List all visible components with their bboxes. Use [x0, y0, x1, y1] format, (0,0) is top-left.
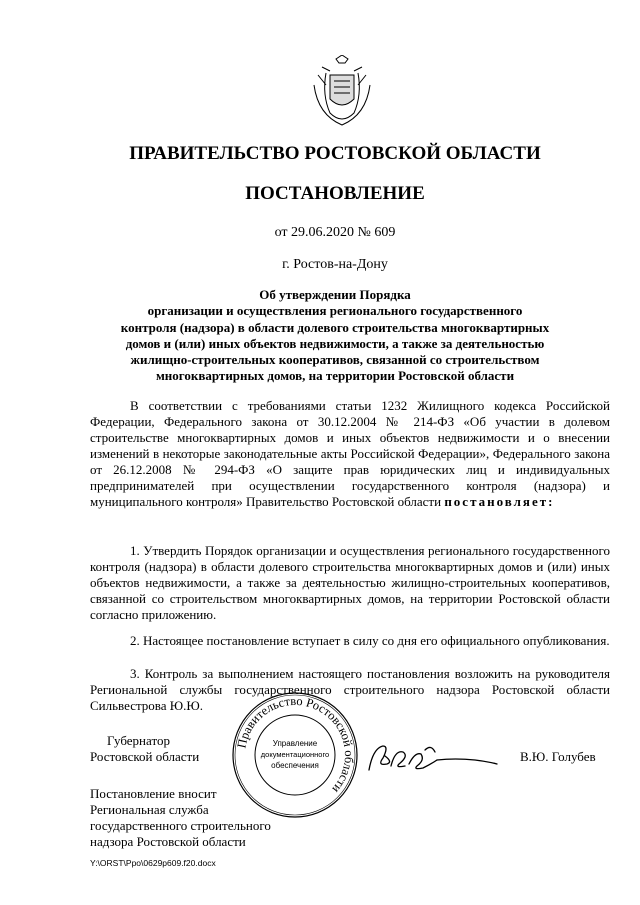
resolution-item: 2. Настоящее постановление вступает в силу со дня его официального опубликования. [130, 633, 610, 648]
seal-center-text: обеспечения [271, 761, 319, 770]
file-path: Y:\ORST\Ppo\0629p609.f20.docx [90, 858, 216, 868]
preamble-text: В соответствии с требованиями статьи 1232 Жилищного кодекса Российской Федерации, Федерального закона от 30.12.2004 № 214-ФЗ «Об участии в долевом строительстве многоквартирных домов и иных объектов недвижимости и о внесении изменений в некоторые законодательные акты Российской Федерации», Федерального закона от 26.12.2008 № 294-ФЗ «О защите прав юридических лиц и индивидуальных предпринимателей при осуществлении государственного контроля (надзора) и муниципального контроля» Правительство Ростовской области [90, 398, 610, 509]
subject-line: жилищно-строительных кооперативов, связанной со строительством [130, 352, 540, 368]
resolves-word: постановляет: [444, 494, 555, 509]
introduced-by-line: Постановление вносит [90, 786, 217, 801]
introduced-by-line: надзора Ростовской области [90, 834, 246, 849]
signatory-position-line: Губернатор [107, 733, 170, 748]
seal-center-text: документационного [260, 750, 330, 759]
signatory-position [90, 733, 199, 765]
document-date-number: от 29.06.2020 № 609 [274, 225, 396, 240]
resolution-item: 1. Утвердить Порядок организации и осуществления регионального государственного контроля (надзора) в области долевого строительства многоквартирных домов и (или) иных объектов недвижимости, а также за деятельностью жилищно-строительных кооперативов, связанной со строительством многоквартирных домов, на территории Ростовской области согласно приложению. [90, 543, 610, 622]
introduced-by-line: государственного строительного [90, 818, 271, 833]
seal-center-text: Управление [272, 739, 318, 748]
subject-line: домов и (или) иных объектов недвижимости, а также за деятельностью [125, 335, 545, 351]
subject-line: многоквартирных домов, на территории Ростовской области [155, 368, 515, 384]
handwritten-signature-icon [365, 740, 500, 780]
signatory-name: В.Ю. Голубев [520, 749, 596, 764]
subject-line: Об утверждении Порядка [259, 287, 411, 302]
signatory-position-line: Ростовской области [90, 749, 200, 764]
coat-of-arms-icon [312, 55, 372, 127]
preamble-paragraph [90, 398, 610, 510]
introduced-by-line: Региональная служба [90, 802, 209, 817]
document-place: г. Ростов-на-Дону [282, 257, 388, 272]
document-type: ПОСТАНОВЛЕНИЕ [245, 183, 425, 204]
subject-line: организации и осуществления регионального государственного [147, 303, 523, 319]
government-title: ПРАВИТЕЛЬСТВО РОСТОВСКОЙ ОБЛАСТИ [129, 143, 541, 164]
introduced-by [90, 786, 320, 850]
resolution-item: 3. Контроль за выполнением настоящего постановления возложить на руководителя Региональной службы государственного строительного надзора Ростовской области Сильвестрова Ю.Ю. [90, 666, 610, 713]
seal-ring-text: Правительство Ростовской области [234, 693, 357, 796]
subject-line: контроля (надзора) в области долевого строительства многоквартирных [120, 319, 550, 335]
document-subject [60, 287, 610, 385]
